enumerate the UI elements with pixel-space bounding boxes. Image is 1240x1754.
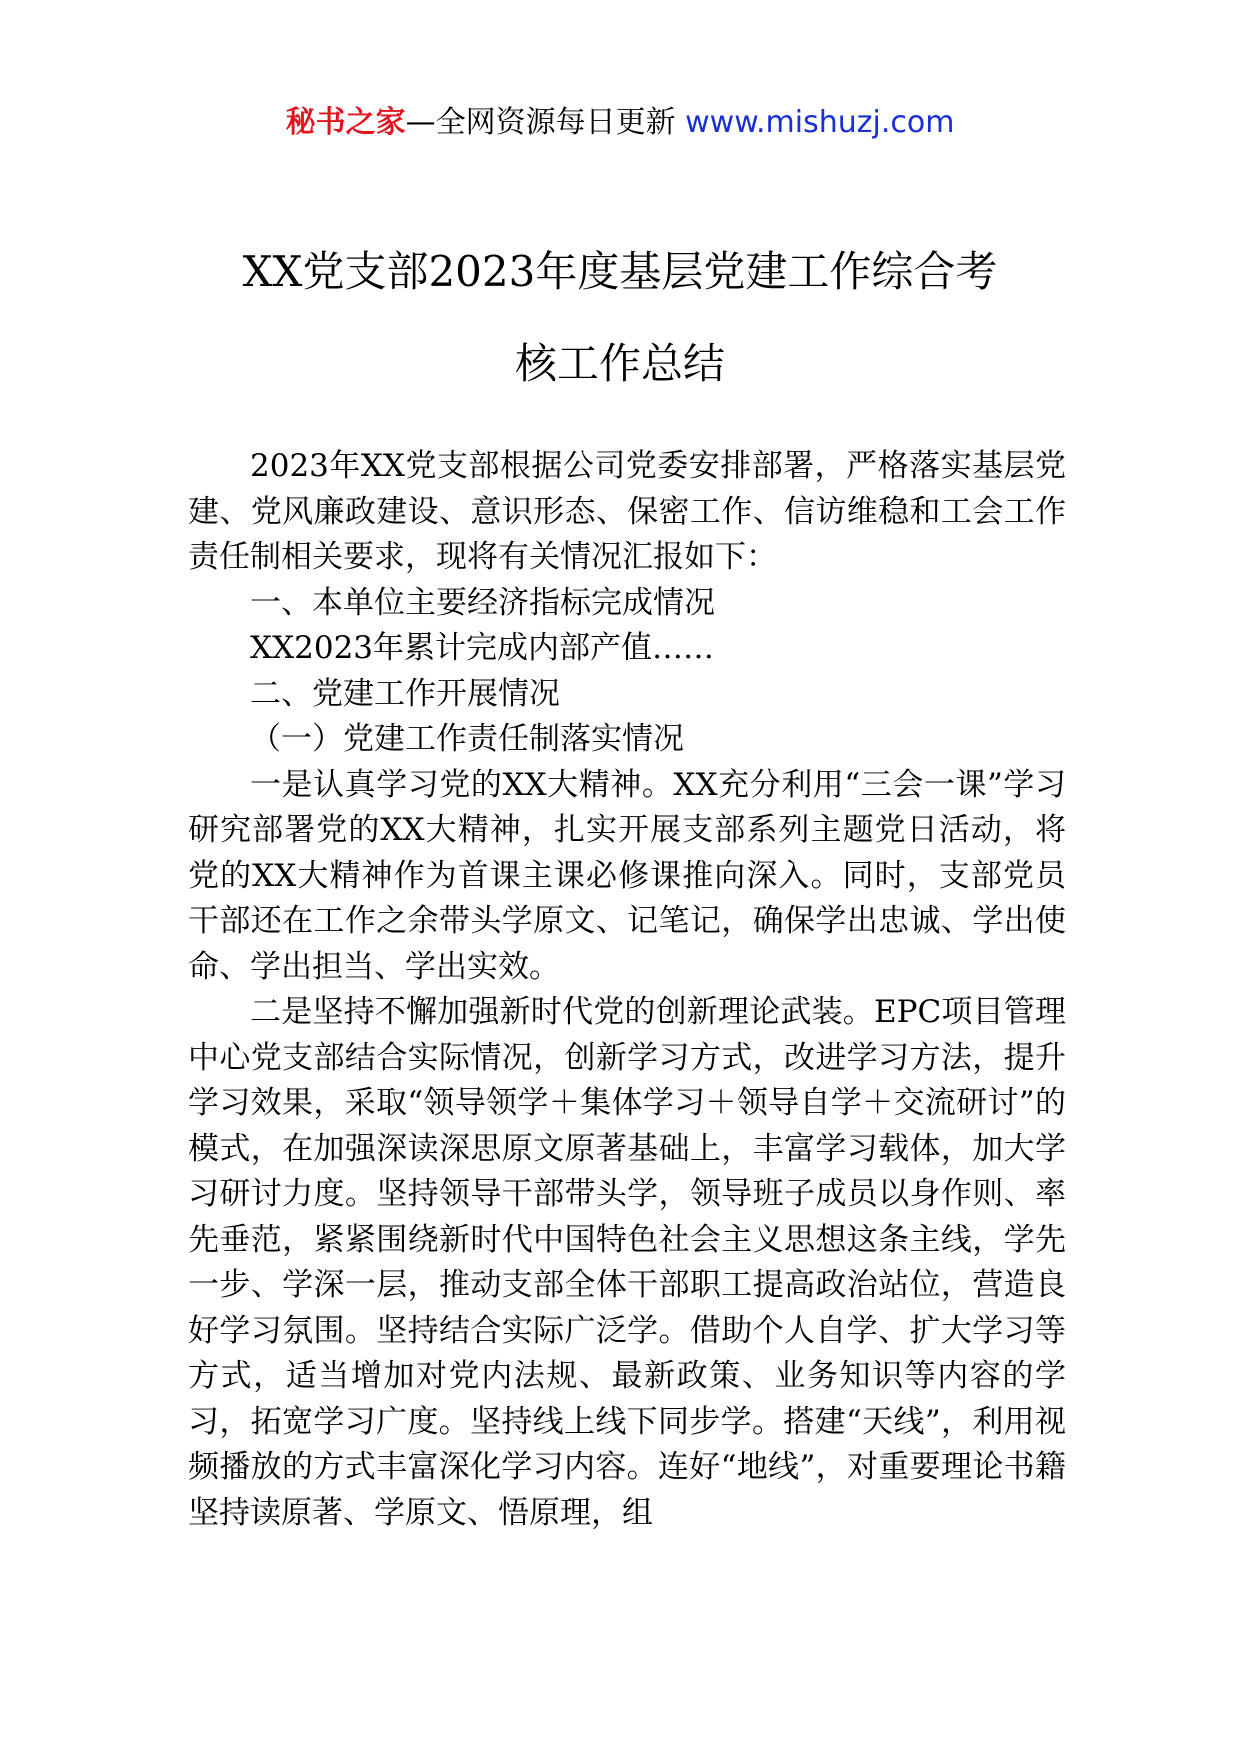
paragraph-output-value: XX2023年累计完成内部产值…… [250,630,715,666]
site-brand: 秘书之家 [285,105,406,140]
section-heading-2: 二、党建工作开展情况 [250,675,560,712]
site-header [0,100,1240,146]
title-line-1: XX党支部2023年度基层党建工作综合考 [242,247,998,296]
intro-paragraph: 2023年XX党支部根据公司党委安排部署，严格落实基层党建、党风廉政建设、意识形态、保密工作、信访维稳和工会工作责任制相关要求，现将有关情况汇报如下： [188,448,1066,575]
paragraph-study-spirit: 一是认真学习党的XX大精神。XX充分利用“三会一课”学习研究部署党的XX大精神，扎实开展支部系列主题党日活动，将党的XX大精神作为首课主课必修课推向深入。同时，支部党员干部还在工作之余带头学原文、记笔记，确保学出忠诚、学出使命、学出担当、学出实效。 [188,766,1066,985]
site-slogan: —全网资源每日更新 [405,105,686,140]
subsection-heading-1: （一）党建工作责任制落实情况 [250,721,684,757]
title-line-2: 核工作总结 [514,339,725,388]
document-body [188,444,1066,1536]
section-heading-1: 一、本单位主要经济指标完成情况 [250,584,715,621]
paragraph-theory-arming: 二是坚持不懈加强新时代党的创新理论武装。EPC项目管理中心党支部结合实际情况，创新学习方式，改进学习方法，提升学习效果，采取“领导领学＋集体学习＋领导自学＋交流研讨”的模式，在加强深读深思原文原著基础上，丰富学习载体，加大学习研讨力度。坚持领导干部带头学，领导班子成员以身作则、率先垂范，紧紧围绕新时代中国特色社会主义思想这条主线，学先一步、学深一层，推动支部全体干部职工提高政治站位，营造良好学习氛围。坚持结合实际广泛学。借助个人自学、扩大学习等方式，适当增加对党内法规、最新政策、业务知识等内容的学习，拓宽学习广度。坚持线上线下同步学。搭建“天线”，利用视频播放的方式丰富深化学习内容。连好“地线”，对重要理论书籍坚持读原著、学原文、悟原理，组 [188,994,1066,1531]
document-title [170,226,1070,410]
site-url-link[interactable]: www.mishuzj.com [685,105,955,140]
